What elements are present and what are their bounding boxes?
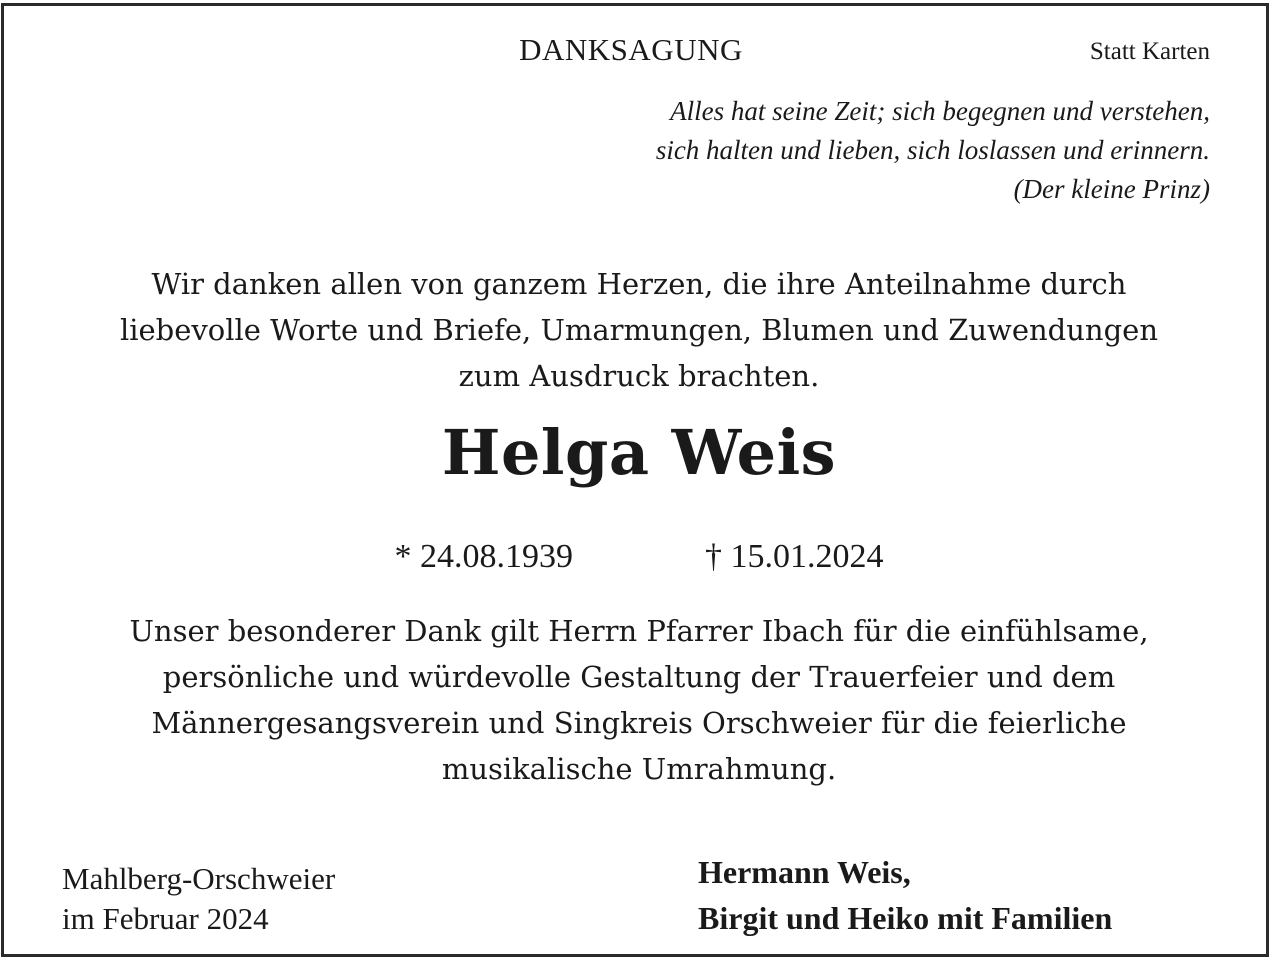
notice-frame [1,3,1269,957]
signer-line: Birgit und Heiko mit Familien [698,900,1113,936]
deceased-name: Helga Weis [441,416,837,489]
notice-heading: DANKSAGUNG [519,32,743,67]
date-line: im Februar 2024 [62,901,269,936]
thanks-line: zum Ausdruck brachten. [458,359,820,393]
special-thanks-line: musikalische Umrahmung. [441,752,837,786]
death-date: † 15.01.2024 [705,538,884,575]
quote-line: sich halten und lieben, sich loslassen und erinnern. [655,135,1210,165]
special-thanks-line: persönliche und würdevolle Gestaltung der Trauerfeier und dem [162,660,1116,694]
special-thanks-paragraph [4,608,1274,792]
life-dates [4,538,1274,576]
thanks-paragraph [4,261,1274,399]
place-line: Mahlberg-Orschweier [62,861,336,896]
signer-line: Hermann Weis, [698,854,911,890]
corner-note: Statt Karten [1089,38,1210,65]
birth-date: * 24.08.1939 [394,538,573,575]
quote-source: (Der kleine Prinz) [1013,174,1210,204]
place-and-date [62,859,335,939]
special-thanks-line: Unser besonderer Dank gilt Herrn Pfarrer Ibach für die einfühlsame, [129,614,1149,648]
special-thanks-line: Männergesangsverein und Singkreis Orschweier für die feierliche [151,706,1127,740]
quote-block [656,92,1210,209]
thanks-line: Wir danken allen von ganzem Herzen, die ihre Anteilnahme durch [151,267,1127,301]
signers [698,849,1112,941]
quote-line: Alles hat seine Zeit; sich begegnen und verstehen, [670,96,1210,126]
thanks-line: liebevolle Worte und Briefe, Umarmungen, Blumen und Zuwendungen [119,313,1159,347]
